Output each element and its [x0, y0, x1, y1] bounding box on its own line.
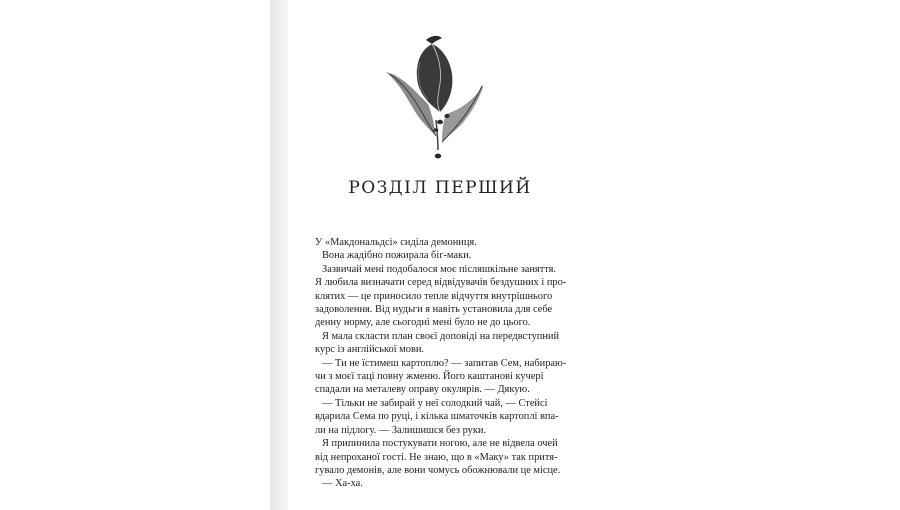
text-line: — Тільки не забирай у неї солодкий чай, — Стейсі — [322, 397, 548, 409]
text-line: чи з моєї таці повну жменю. Його каштанові кучері — [315, 371, 544, 383]
text-line: курс із англійської мови. — [315, 344, 425, 356]
text-line: гувало демонів, але вони чомусь обожнювали це місце. — [315, 464, 561, 476]
text-line: задоволення. Від нудьги я навіть установила для себе — [315, 304, 553, 316]
text-line: Вона жадібно пожирала біг-маки. — [322, 250, 472, 262]
text-line: Я мала скласти план своєї доповіді на передвступний — [322, 330, 560, 342]
text-line: Зазвичай мені подобалося моє післяшкільне заняття. — [322, 263, 557, 275]
text-line: У «Макдональдсі» сиділа демониця. — [315, 237, 477, 248]
text-line: ли на підлогу. — Залишишся без руки. — [315, 424, 487, 436]
text-line: вдарила Сема по руці, і кілька шматочків картоплі впа- — [315, 411, 559, 423]
text-line: — Ха-ха. — [322, 478, 363, 490]
text-line: спадали на металеву оправу окулярів. — Дякую. — [315, 384, 530, 396]
text-line: Я любила визначати серед відвідувачів бездушних і про- — [315, 277, 567, 289]
text-line: Я припинила постукувати ногою, але не відвела очей — [322, 438, 558, 450]
text-line: денну норму, але сьогодні мені було не до цього. — [315, 317, 531, 329]
text-line: — Ти не їстимеш картоплю? — запитав Сем, набираю- — [322, 357, 567, 369]
text-line: клятих — це приносило тепле відчуття внутрішнього — [315, 290, 553, 302]
text-line: від непроханої гості. Не знаю, що в «Маку» так притя- — [315, 451, 558, 463]
chapter-body-text — [315, 236, 566, 491]
chapter-title: РОЗДІЛ ПЕРШИЙ — [348, 178, 532, 198]
flower-bud-icon — [380, 32, 500, 162]
